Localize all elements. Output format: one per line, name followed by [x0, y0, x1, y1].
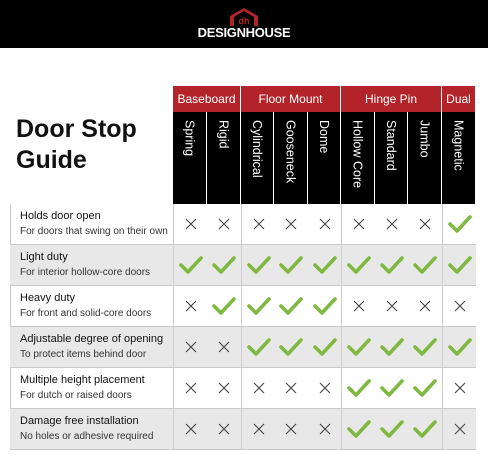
row-label: [20, 414, 153, 444]
check-icon-jumbo: [408, 368, 442, 408]
check-icon-dome: [308, 245, 341, 285]
cross-icon-dome: [308, 204, 341, 244]
column-header-label: Standard: [384, 120, 398, 171]
row-feature-title: Adjustable degree of opening: [20, 333, 164, 345]
group-header-floor-mount: Floor Mount: [241, 86, 341, 112]
cross-icon-rigid: [207, 327, 241, 367]
check-icon-cylindrical: [241, 245, 275, 285]
column-header-label: Magnetic: [451, 120, 466, 171]
check-icon-standard: [375, 409, 408, 449]
column-header-dome: [308, 112, 341, 204]
cross-icon-gooseneck: [274, 409, 308, 449]
cross-icon-cylindrical: [241, 409, 275, 449]
table-row: [10, 286, 476, 327]
svg-text:dh: dh: [238, 16, 250, 26]
column-header-gooseneck: [274, 112, 308, 204]
check-icon-dome: [308, 286, 341, 326]
column-header-jumbo: [408, 112, 442, 204]
column-header-label: Dome: [317, 120, 331, 154]
title-line-2: Guide: [16, 146, 87, 174]
check-icon-hollow-core: [341, 245, 376, 285]
cross-icon-spring: [173, 368, 208, 408]
comparison-table: [10, 204, 476, 450]
check-icon-hollow-core: [341, 327, 376, 367]
column-header-rigid: [207, 112, 241, 204]
column-header-row: [173, 112, 476, 204]
row-feature-title: Holds door open: [20, 210, 101, 222]
check-icon-magnetic: [442, 204, 477, 244]
check-icon-cylindrical: [241, 327, 275, 367]
table-row: [10, 409, 476, 450]
cross-icon-gooseneck: [274, 204, 308, 244]
check-icon-magnetic: [442, 327, 477, 367]
check-icon-spring: [173, 245, 208, 285]
cross-icon-dome: [308, 409, 341, 449]
header-bar: [0, 0, 488, 48]
cross-icon-hollow-core: [341, 286, 376, 326]
title-line-1: Door Stop: [16, 115, 137, 143]
row-feature-subtitle: For dutch or raised doors: [20, 390, 132, 401]
brand-name: DESIGNHOUSE: [197, 25, 291, 40]
column-header-label: Cylindrical: [250, 120, 264, 178]
check-icon-rigid: [207, 286, 241, 326]
house-dh-logo-icon: [224, 8, 264, 26]
table-row: [10, 368, 476, 409]
row-label: [20, 291, 151, 321]
column-header-label: Rigid: [216, 120, 231, 149]
group-header-row: [173, 86, 476, 112]
row-label: [20, 373, 145, 403]
check-icon-cylindrical: [241, 286, 275, 326]
row-feature-title: Heavy duty: [20, 292, 76, 304]
cross-icon-standard: [375, 286, 408, 326]
column-header-magnetic: [442, 112, 476, 204]
check-icon-gooseneck: [274, 245, 308, 285]
check-icon-jumbo: [408, 409, 442, 449]
row-feature-subtitle: No holes or adhesive required: [20, 431, 154, 442]
group-header-dual: Dual: [442, 86, 476, 112]
check-icon-jumbo: [408, 245, 442, 285]
cross-icon-spring: [173, 327, 208, 367]
row-feature-subtitle: To protect items behind door: [20, 349, 147, 360]
row-feature-title: Light duty: [20, 251, 68, 263]
cross-icon-jumbo: [408, 286, 442, 326]
column-header-label: Gooseneck: [283, 120, 298, 184]
cross-icon-hollow-core: [341, 204, 376, 244]
cross-icon-magnetic: [442, 286, 477, 326]
row-feature-title: Multiple height placement: [20, 374, 145, 386]
row-feature-subtitle: For front and solid-core doors: [20, 308, 152, 319]
group-header-baseboard: Baseboard: [173, 86, 241, 112]
check-icon-dome: [308, 327, 341, 367]
column-header-label: Hollow Core: [350, 120, 365, 189]
page-title: [16, 114, 137, 176]
cross-icon-cylindrical: [241, 204, 275, 244]
cross-icon-spring: [173, 409, 208, 449]
cross-icon-rigid: [207, 409, 241, 449]
row-feature-title: Damage free installation: [20, 415, 139, 427]
cross-icon-magnetic: [442, 368, 477, 408]
cross-icon-spring: [173, 286, 208, 326]
cross-icon-standard: [375, 204, 408, 244]
cross-icon-cylindrical: [241, 368, 275, 408]
brand-logo[interactable]: [0, 8, 488, 40]
row-feature-subtitle: For interior hollow-core doors: [20, 267, 151, 278]
table-row: [10, 204, 476, 245]
cross-icon-magnetic: [442, 409, 477, 449]
check-icon-gooseneck: [274, 327, 308, 367]
cross-icon-gooseneck: [274, 368, 308, 408]
check-icon-standard: [375, 368, 408, 408]
group-header-hinge-pin: Hinge Pin: [341, 86, 442, 112]
row-feature-subtitle: For doors that swing on their own: [20, 226, 168, 237]
column-header-hollow-core: [341, 112, 375, 204]
cross-icon-jumbo: [408, 204, 442, 244]
check-icon-jumbo: [408, 327, 442, 367]
cross-icon-rigid: [207, 204, 241, 244]
column-header-label: Spring: [182, 120, 197, 157]
cross-icon-spring: [173, 204, 208, 244]
check-icon-hollow-core: [341, 368, 376, 408]
check-icon-magnetic: [442, 245, 477, 285]
row-label: [20, 332, 163, 362]
column-header-spring: [173, 112, 207, 204]
check-icon-rigid: [207, 245, 241, 285]
check-icon-gooseneck: [274, 286, 308, 326]
column-header-standard: [375, 112, 408, 204]
cross-icon-rigid: [207, 368, 241, 408]
column-header-cylindrical: [241, 112, 274, 204]
row-label: [20, 250, 150, 280]
table-row: [10, 327, 476, 368]
check-icon-standard: [375, 245, 408, 285]
check-icon-hollow-core: [341, 409, 376, 449]
table-row: [10, 245, 476, 286]
check-icon-standard: [375, 327, 408, 367]
cross-icon-dome: [308, 368, 341, 408]
row-label: [20, 209, 168, 239]
column-header-label: Jumbo: [417, 120, 432, 158]
